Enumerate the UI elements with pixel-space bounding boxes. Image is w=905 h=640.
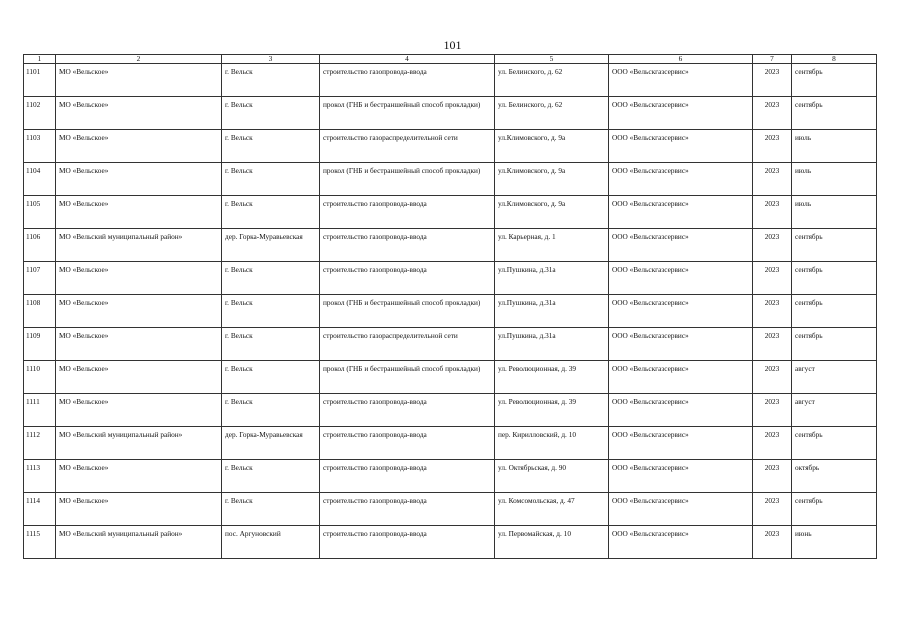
work-type-cell: строительство газораспределительной сети <box>320 130 495 163</box>
row-number-cell: 1107 <box>24 262 56 295</box>
work-type-cell: прокол (ГНБ и бестраншейный способ прокладки) <box>320 361 495 394</box>
work-type-cell: прокол (ГНБ и бестраншейный способ прокладки) <box>320 163 495 196</box>
work-type-cell: строительство газопровода-ввода <box>320 493 495 526</box>
municipality-cell: МО «Вельское» <box>56 394 222 427</box>
column-header: 6 <box>609 55 753 64</box>
municipality-cell: МО «Вельское» <box>56 460 222 493</box>
contractor-cell: ООО «Вельскгазсервис» <box>609 394 753 427</box>
row-number-cell: 1106 <box>24 229 56 262</box>
year-cell: 2023 <box>753 130 792 163</box>
municipality-cell: МО «Вельское» <box>56 64 222 97</box>
address-cell: ул. Революционная, д. 39 <box>495 394 609 427</box>
header-row <box>24 55 877 64</box>
contractor-cell: ООО «Вельскгазсервис» <box>609 493 753 526</box>
year-cell: 2023 <box>753 427 792 460</box>
row-number-cell: 1115 <box>24 526 56 559</box>
settlement-cell: г. Вельск <box>222 262 320 295</box>
work-type-cell: строительство газопровода-ввода <box>320 229 495 262</box>
settlement-cell: дер. Горка-Муравьевская <box>222 229 320 262</box>
year-cell: 2023 <box>753 493 792 526</box>
contractor-cell: ООО «Вельскгазсервис» <box>609 328 753 361</box>
contractor-cell: ООО «Вельскгазсервис» <box>609 427 753 460</box>
month-cell: сентябрь <box>792 262 877 295</box>
contractor-cell: ООО «Вельскгазсервис» <box>609 64 753 97</box>
row-number-cell: 1110 <box>24 361 56 394</box>
row-number-cell: 1114 <box>24 493 56 526</box>
settlement-cell: г. Вельск <box>222 493 320 526</box>
column-header: 4 <box>320 55 495 64</box>
year-cell: 2023 <box>753 163 792 196</box>
month-cell: июнь <box>792 526 877 559</box>
municipality-cell: МО «Вельское» <box>56 361 222 394</box>
month-cell: сентябрь <box>792 64 877 97</box>
table-row <box>24 493 877 526</box>
year-cell: 2023 <box>753 64 792 97</box>
column-header: 7 <box>753 55 792 64</box>
month-cell: июль <box>792 196 877 229</box>
table-row <box>24 97 877 130</box>
table-row <box>24 262 877 295</box>
work-type-cell: прокол (ГНБ и бестраншейный способ прокладки) <box>320 295 495 328</box>
page-number: 101 <box>443 38 462 52</box>
month-cell: сентябрь <box>792 229 877 262</box>
month-cell: июль <box>792 163 877 196</box>
address-cell: ул.Климовского, д. 9а <box>495 130 609 163</box>
contractor-cell: ООО «Вельскгазсервис» <box>609 97 753 130</box>
column-header: 2 <box>56 55 222 64</box>
year-cell: 2023 <box>753 460 792 493</box>
contractor-cell: ООО «Вельскгазсервис» <box>609 229 753 262</box>
address-cell: ул. Революционная, д. 39 <box>495 361 609 394</box>
address-cell: ул.Пушкина, д.31а <box>495 262 609 295</box>
address-cell: ул. Белинского, д. 62 <box>495 64 609 97</box>
row-number-cell: 1111 <box>24 394 56 427</box>
contractor-cell: ООО «Вельскгазсервис» <box>609 262 753 295</box>
month-cell: сентябрь <box>792 97 877 130</box>
address-cell: ул.Климовского, д. 9а <box>495 196 609 229</box>
row-number-cell: 1109 <box>24 328 56 361</box>
table-row <box>24 526 877 559</box>
settlement-cell: г. Вельск <box>222 328 320 361</box>
settlement-cell: г. Вельск <box>222 163 320 196</box>
municipality-cell: МО «Вельское» <box>56 328 222 361</box>
year-cell: 2023 <box>753 229 792 262</box>
month-cell: сентябрь <box>792 295 877 328</box>
row-number-cell: 1112 <box>24 427 56 460</box>
table-row <box>24 196 877 229</box>
contractor-cell: ООО «Вельскгазсервис» <box>609 196 753 229</box>
gasification-schedule-table <box>23 54 877 559</box>
table-row <box>24 295 877 328</box>
municipality-cell: МО «Вельское» <box>56 295 222 328</box>
address-cell: ул.Пушкина, д.31а <box>495 328 609 361</box>
table-row <box>24 229 877 262</box>
municipality-cell: МО «Вельское» <box>56 262 222 295</box>
month-cell: сентябрь <box>792 328 877 361</box>
month-cell: июль <box>792 130 877 163</box>
contractor-cell: ООО «Вельскгазсервис» <box>609 295 753 328</box>
year-cell: 2023 <box>753 394 792 427</box>
settlement-cell: г. Вельск <box>222 460 320 493</box>
row-number-cell: 1108 <box>24 295 56 328</box>
contractor-cell: ООО «Вельскгазсервис» <box>609 163 753 196</box>
year-cell: 2023 <box>753 328 792 361</box>
municipality-cell: МО «Вельское» <box>56 163 222 196</box>
table-row <box>24 163 877 196</box>
address-cell: пер. Кирилловский, д. 10 <box>495 427 609 460</box>
year-cell: 2023 <box>753 196 792 229</box>
address-cell: ул. Комсомольская, д. 47 <box>495 493 609 526</box>
work-type-cell: строительство газопровода-ввода <box>320 427 495 460</box>
column-header: 5 <box>495 55 609 64</box>
contractor-cell: ООО «Вельскгазсервис» <box>609 460 753 493</box>
address-cell: ул. Карьерная, д. 1 <box>495 229 609 262</box>
settlement-cell: г. Вельск <box>222 130 320 163</box>
column-header: 3 <box>222 55 320 64</box>
settlement-cell: г. Вельск <box>222 394 320 427</box>
table-row <box>24 328 877 361</box>
month-cell: октябрь <box>792 460 877 493</box>
address-cell: ул. Октябрьская, д. 90 <box>495 460 609 493</box>
column-header: 1 <box>24 55 56 64</box>
municipality-cell: МО «Вельский муниципальный район» <box>56 526 222 559</box>
address-cell: ул.Пушкина, д.31а <box>495 295 609 328</box>
row-number-cell: 1104 <box>24 163 56 196</box>
row-number-cell: 1102 <box>24 97 56 130</box>
row-number-cell: 1101 <box>24 64 56 97</box>
work-type-cell: строительство газопровода-ввода <box>320 526 495 559</box>
table-row <box>24 130 877 163</box>
table-row <box>24 394 877 427</box>
work-type-cell: строительство газопровода-ввода <box>320 394 495 427</box>
contractor-cell: ООО «Вельскгазсервис» <box>609 526 753 559</box>
settlement-cell: пос. Аргуновский <box>222 526 320 559</box>
municipality-cell: МО «Вельское» <box>56 97 222 130</box>
column-header: 8 <box>792 55 877 64</box>
table-row <box>24 460 877 493</box>
year-cell: 2023 <box>753 361 792 394</box>
table-row <box>24 64 877 97</box>
month-cell: август <box>792 394 877 427</box>
address-cell: ул. Белинского, д. 62 <box>495 97 609 130</box>
settlement-cell: г. Вельск <box>222 295 320 328</box>
row-number-cell: 1113 <box>24 460 56 493</box>
municipality-cell: МО «Вельский муниципальный район» <box>56 427 222 460</box>
settlement-cell: г. Вельск <box>222 361 320 394</box>
address-cell: ул. Первомайская, д. 10 <box>495 526 609 559</box>
address-cell: ул.Климовского, д. 9а <box>495 163 609 196</box>
year-cell: 2023 <box>753 295 792 328</box>
municipality-cell: МО «Вельское» <box>56 493 222 526</box>
table-body <box>24 64 877 559</box>
settlement-cell: г. Вельск <box>222 196 320 229</box>
work-type-cell: строительство газопровода-ввода <box>320 196 495 229</box>
settlement-cell: дер. Горка-Муравьевская <box>222 427 320 460</box>
row-number-cell: 1105 <box>24 196 56 229</box>
work-type-cell: строительство газопровода-ввода <box>320 64 495 97</box>
settlement-cell: г. Вельск <box>222 64 320 97</box>
work-type-cell: строительство газопровода-ввода <box>320 262 495 295</box>
work-type-cell: строительство газораспределительной сети <box>320 328 495 361</box>
settlement-cell: г. Вельск <box>222 97 320 130</box>
table-row <box>24 361 877 394</box>
year-cell: 2023 <box>753 526 792 559</box>
work-type-cell: строительство газопровода-ввода <box>320 460 495 493</box>
year-cell: 2023 <box>753 97 792 130</box>
month-cell: сентябрь <box>792 493 877 526</box>
municipality-cell: МО «Вельское» <box>56 130 222 163</box>
table-row <box>24 427 877 460</box>
contractor-cell: ООО «Вельскгазсервис» <box>609 361 753 394</box>
work-type-cell: прокол (ГНБ и бестраншейный способ прокладки) <box>320 97 495 130</box>
municipality-cell: МО «Вельский муниципальный район» <box>56 229 222 262</box>
month-cell: сентябрь <box>792 427 877 460</box>
year-cell: 2023 <box>753 262 792 295</box>
month-cell: август <box>792 361 877 394</box>
municipality-cell: МО «Вельское» <box>56 196 222 229</box>
contractor-cell: ООО «Вельскгазсервис» <box>609 130 753 163</box>
row-number-cell: 1103 <box>24 130 56 163</box>
